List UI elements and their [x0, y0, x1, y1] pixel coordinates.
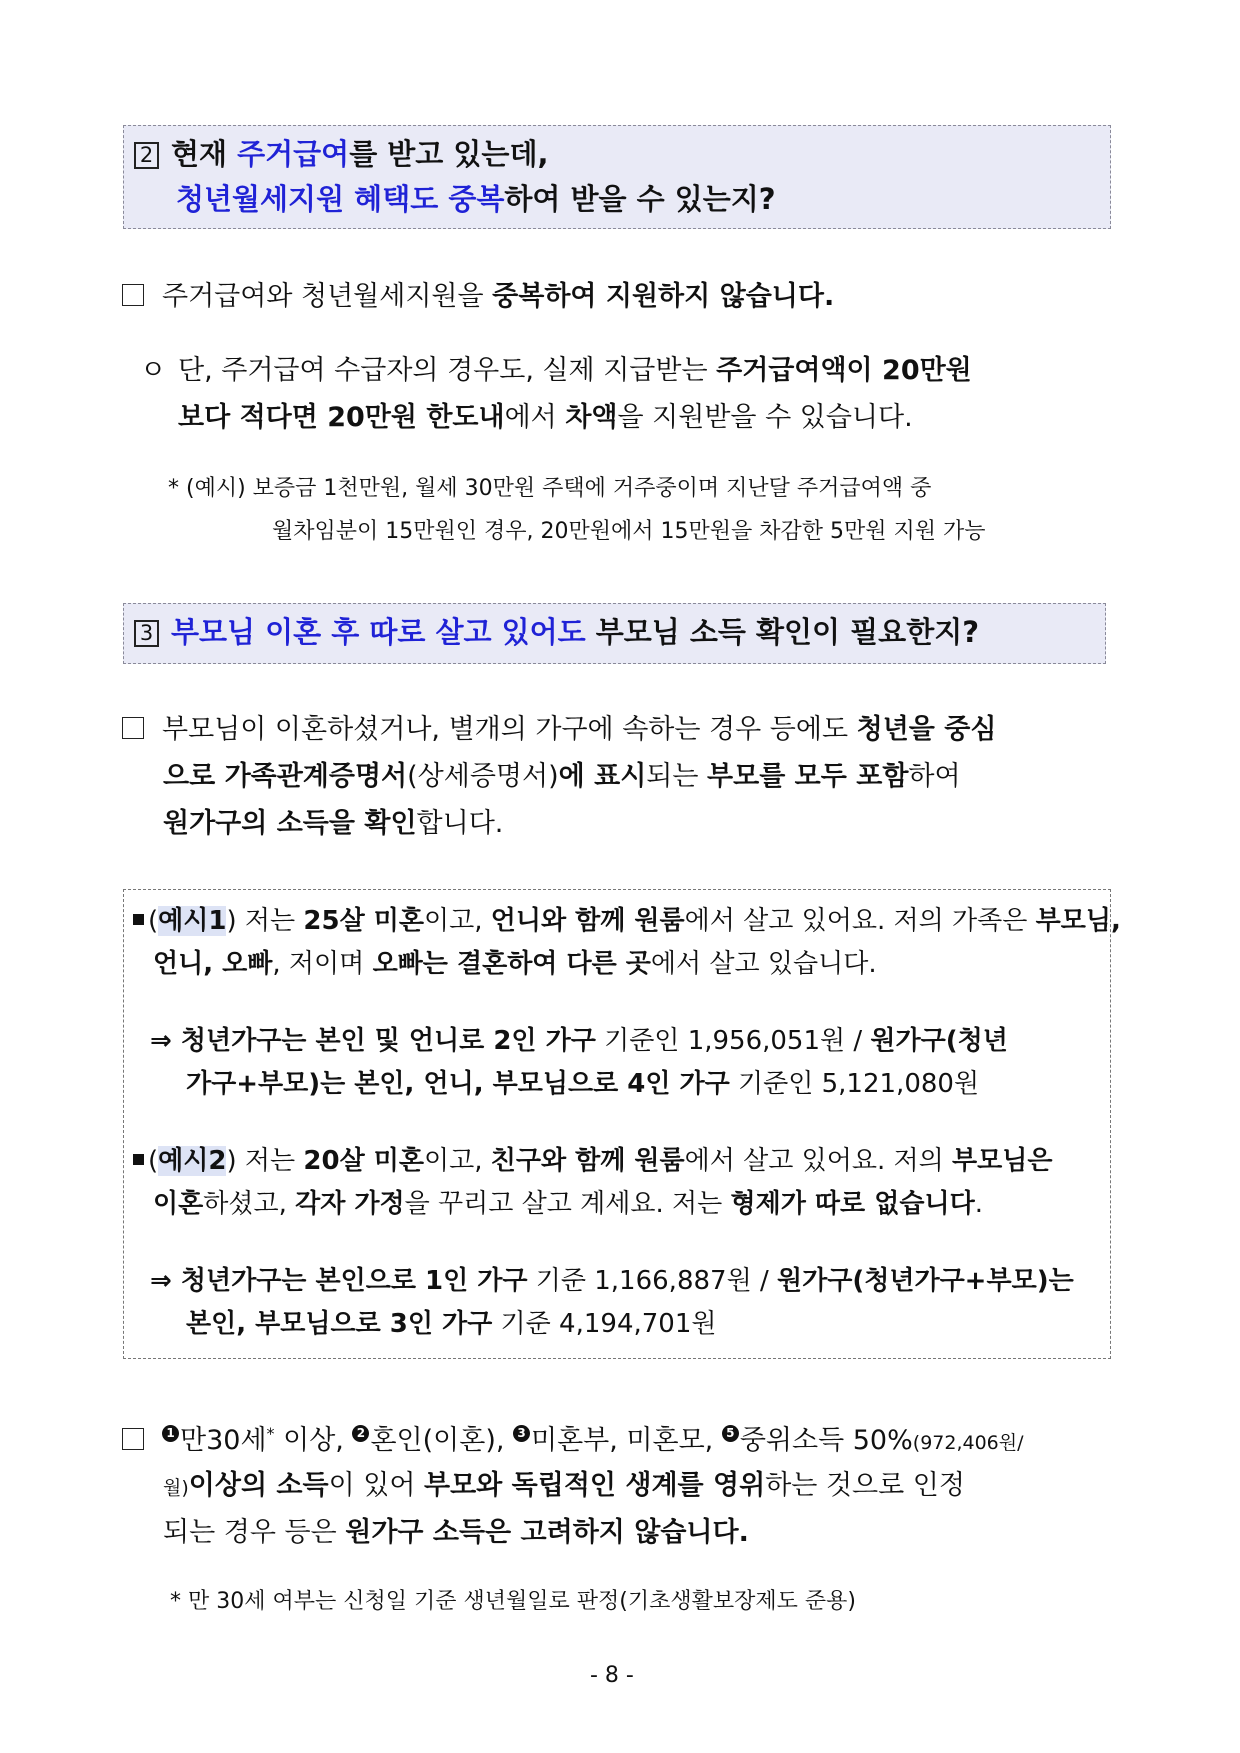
answer-2-sub-line1: ㅇ 단, 주거급여 수급자의 경우도, 실제 지급받는 주거급여액이 20만원	[140, 355, 972, 386]
circled-number-2-icon: 2	[352, 1425, 369, 1442]
question-2-line1: 2 현재 주거급여를 받고 있는데,	[134, 140, 548, 169]
answer-2-note-line2: 월차임분이 15만원인 경우, 20만원에서 15만원을 차감한 5만원 지원 가능	[272, 519, 986, 544]
answer-2-main: 주거급여와 청년월세지원을 중복하여 지원하지 않습니다.	[122, 283, 834, 310]
example-2-line1: (예시2) 저는 20살 미혼이고, 친구와 함께 원룸에서 살고 있어요. 저의 부모님은	[133, 1148, 1053, 1174]
example-1-result-line2: 가구+부모)는 본인, 언니, 부모님으로 4인 가구 기준인 5,121,080원	[186, 1069, 980, 1099]
circled-number-1-icon: 1	[162, 1425, 179, 1442]
question-number-box: 2	[134, 142, 159, 169]
page-number: - 8 -	[590, 1663, 634, 1688]
example-1-result-line1: ⇒ 청년가구는 본인 및 언니로 2인 가구 기준인 1,956,051원 / 원가구(청년	[150, 1026, 1008, 1056]
circled-number-5-icon: 5	[722, 1425, 739, 1442]
example-2-result-line2: 본인, 부모님으로 3인 가구 기준 4,194,701원	[186, 1309, 717, 1339]
answer-4-note: * 만 30세 여부는 신청일 기준 생년월일로 판정(기초생활보장제도 준용)	[170, 1589, 856, 1614]
answer-3-line1: 부모님이 이혼하셨거나, 별개의 가구에 속하는 경우 등에도 청년을 중심	[122, 716, 996, 743]
answer-2-sub-line2: 보다 적다면 20만원 한도내에서 차액을 지원받을 수 있습니다.	[178, 402, 913, 433]
example-1-line1: (예시1) 저는 25살 미혼이고, 언니와 함께 원룸에서 살고 있어요. 저의 가족은 부모님,	[133, 908, 1121, 934]
answer-3-line2: 으로 가족관계증명서(상세증명서)에 표시되는 부모를 모두 포함하여	[163, 761, 961, 792]
answer-4-line3: 되는 경우 등은 원가구 소득은 고려하지 않습니다.	[163, 1517, 749, 1548]
checkbox-square-icon	[122, 1428, 144, 1450]
circled-number-3-icon: 3	[513, 1425, 530, 1442]
checkbox-square-icon	[122, 717, 144, 739]
example-2-result-line1: ⇒ 청년가구는 본인으로 1인 가구 기준 1,166,887원 / 원가구(청년가구+부모)는	[150, 1266, 1074, 1296]
answer-4-line2: 월)이상의 소득이 있어 부모와 독립적인 생계를 영위하는 것으로 인정	[163, 1470, 965, 1501]
square-bullet-icon	[133, 914, 144, 925]
answer-2-note-line1: * (예시) 보증금 1천만원, 월세 30만원 주택에 거주중이며 지난달 주거급여액 중	[168, 476, 932, 501]
example-2-line2: 이혼하셨고, 각자 가정을 꾸리고 살고 계세요. 저는 형제가 따로 없습니다.	[153, 1189, 983, 1219]
answer-3-line3: 원가구의 소득을 확인합니다.	[163, 808, 504, 839]
question-3-text: 3 부모님 이혼 후 따로 살고 있어도 부모님 소득 확인이 필요한지?	[134, 618, 979, 647]
example-1-line2: 언니, 오빠, 저이며 오빠는 결혼하여 다른 곳에서 살고 있습니다.	[153, 949, 877, 979]
question-number-box: 3	[134, 620, 159, 647]
square-bullet-icon	[133, 1154, 144, 1165]
answer-4-line1: 1 만30세* 이상, 2 혼인(이혼), 3 미혼부, 미혼모, 5 중위소득 50%(972,406원/	[122, 1425, 1024, 1454]
checkbox-square-icon	[122, 284, 144, 306]
question-2-line2: 청년월세지원 혜택도 중복하여 받을 수 있는지?	[176, 182, 776, 216]
